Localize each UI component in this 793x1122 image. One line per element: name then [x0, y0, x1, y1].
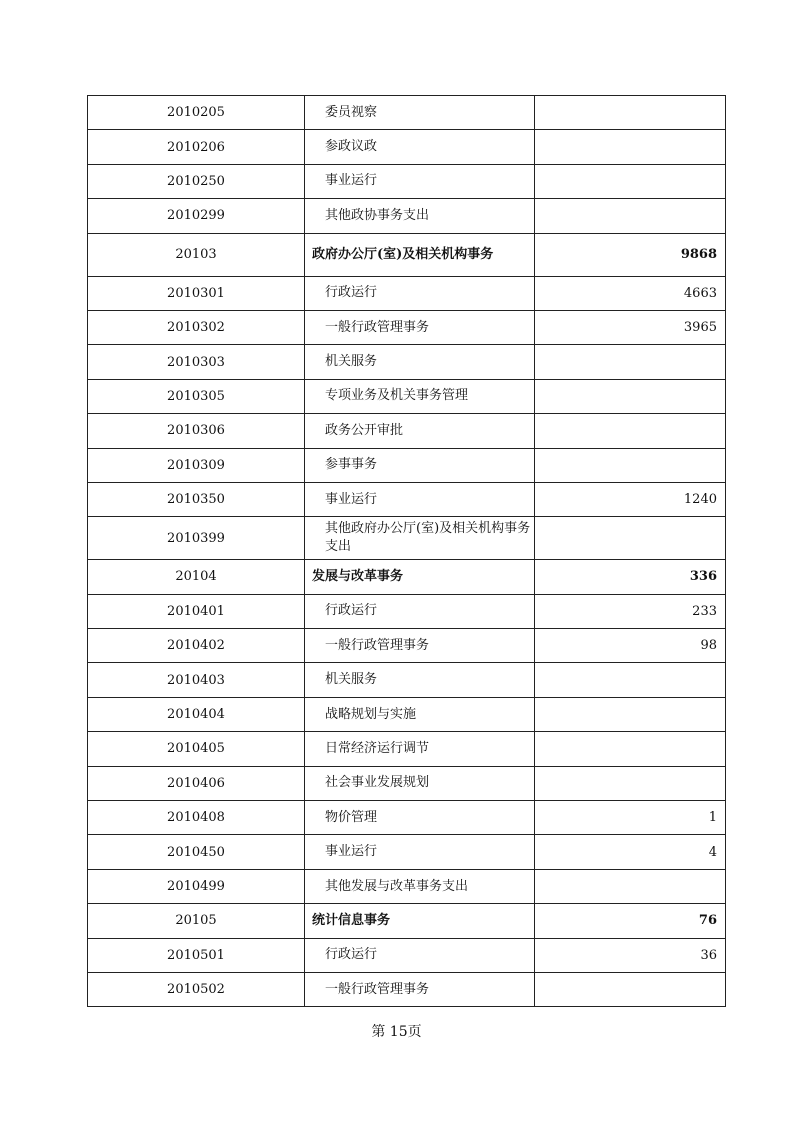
subject-name-cell: 机关服务 — [305, 345, 535, 379]
table-row — [88, 938, 726, 972]
amount-cell — [535, 663, 726, 697]
table-row — [88, 594, 726, 628]
table-row — [88, 766, 726, 800]
amount-cell: 1240 — [535, 482, 726, 516]
subject-code-cell: 2010303 — [88, 345, 305, 379]
subject-code-cell: 20103 — [88, 233, 305, 276]
table-row — [88, 414, 726, 448]
table-row — [88, 972, 726, 1006]
subject-name-cell: 行政运行 — [305, 276, 535, 310]
subject-name-cell: 事业运行 — [305, 164, 535, 198]
amount-cell — [535, 517, 726, 560]
table-row — [88, 482, 726, 516]
subject-name-cell: 一般行政管理事务 — [305, 972, 535, 1006]
subject-code-cell: 20104 — [88, 560, 305, 594]
subject-name-cell: 战略规划与实施 — [305, 697, 535, 731]
subject-code-cell: 2010401 — [88, 594, 305, 628]
subject-name-cell: 发展与改革事务 — [305, 560, 535, 594]
subject-name-cell: 一般行政管理事务 — [305, 310, 535, 344]
table-row — [88, 517, 726, 560]
subject-code-cell: 2010499 — [88, 869, 305, 903]
table-row-category — [88, 233, 726, 276]
subject-name-cell: 政务公开审批 — [305, 414, 535, 448]
subject-code-cell: 2010399 — [88, 517, 305, 560]
amount-cell: 9868 — [535, 233, 726, 276]
subject-name-cell: 物价管理 — [305, 801, 535, 835]
subject-code-cell: 2010305 — [88, 379, 305, 413]
table-row — [88, 801, 726, 835]
subject-name-cell: 社会事业发展规划 — [305, 766, 535, 800]
amount-cell — [535, 379, 726, 413]
subject-code-cell: 2010205 — [88, 96, 305, 130]
table-row — [88, 379, 726, 413]
table-body — [88, 96, 726, 1007]
subject-code-cell: 2010408 — [88, 801, 305, 835]
subject-name-cell: 其他政府办公厅(室)及相关机构事务支出 — [305, 517, 535, 560]
subject-name-cell: 其他政协事务支出 — [305, 199, 535, 233]
table-row — [88, 345, 726, 379]
amount-cell — [535, 199, 726, 233]
amount-cell — [535, 130, 726, 164]
amount-cell — [535, 345, 726, 379]
amount-cell — [535, 96, 726, 130]
table-row — [88, 276, 726, 310]
subject-name-cell: 日常经济运行调节 — [305, 732, 535, 766]
table-row — [88, 96, 726, 130]
subject-name-cell: 专项业务及机关事务管理 — [305, 379, 535, 413]
amount-cell — [535, 972, 726, 1006]
amount-cell: 233 — [535, 594, 726, 628]
subject-name-cell: 行政运行 — [305, 938, 535, 972]
amount-cell: 336 — [535, 560, 726, 594]
subject-name-cell: 参政议政 — [305, 130, 535, 164]
amount-cell: 3965 — [535, 310, 726, 344]
amount-cell — [535, 766, 726, 800]
amount-cell — [535, 869, 726, 903]
table-row-category — [88, 904, 726, 938]
amount-cell: 98 — [535, 629, 726, 663]
table-row-category — [88, 560, 726, 594]
table-row — [88, 199, 726, 233]
subject-code-cell: 2010309 — [88, 448, 305, 482]
subject-name-cell: 事业运行 — [305, 835, 535, 869]
amount-cell — [535, 414, 726, 448]
subject-code-cell: 2010206 — [88, 130, 305, 164]
amount-cell: 76 — [535, 904, 726, 938]
subject-name-cell: 政府办公厅(室)及相关机构事务 — [305, 233, 535, 276]
subject-name-cell: 行政运行 — [305, 594, 535, 628]
subject-name-cell: 一般行政管理事务 — [305, 629, 535, 663]
page-number: 第 15页 — [371, 1024, 422, 1040]
subject-code-cell: 2010404 — [88, 697, 305, 731]
amount-cell: 4663 — [535, 276, 726, 310]
subject-name-cell: 委员视察 — [305, 96, 535, 130]
amount-cell — [535, 732, 726, 766]
subject-code-cell: 2010403 — [88, 663, 305, 697]
subject-name-cell: 机关服务 — [305, 663, 535, 697]
subject-code-cell: 2010450 — [88, 835, 305, 869]
subject-code-cell: 2010299 — [88, 199, 305, 233]
table-row — [88, 310, 726, 344]
amount-cell — [535, 164, 726, 198]
amount-cell: 1 — [535, 801, 726, 835]
subject-code-cell: 2010302 — [88, 310, 305, 344]
subject-code-cell: 20105 — [88, 904, 305, 938]
subject-code-cell: 2010502 — [88, 972, 305, 1006]
subject-code-cell: 2010350 — [88, 482, 305, 516]
table-row — [88, 130, 726, 164]
budget-table — [87, 95, 726, 1007]
subject-code-cell: 2010402 — [88, 629, 305, 663]
subject-code-cell: 2010301 — [88, 276, 305, 310]
table-row — [88, 732, 726, 766]
subject-name-cell: 其他发展与改革事务支出 — [305, 869, 535, 903]
subject-code-cell: 2010501 — [88, 938, 305, 972]
subject-code-cell: 2010406 — [88, 766, 305, 800]
subject-code-cell: 2010250 — [88, 164, 305, 198]
table-row — [88, 835, 726, 869]
table-row — [88, 697, 726, 731]
amount-cell — [535, 448, 726, 482]
subject-name-cell: 统计信息事务 — [305, 904, 535, 938]
subject-code-cell: 2010306 — [88, 414, 305, 448]
table-row — [88, 448, 726, 482]
table-row — [88, 869, 726, 903]
subject-name-cell: 参事事务 — [305, 448, 535, 482]
subject-name-cell: 事业运行 — [305, 482, 535, 516]
table-row — [88, 164, 726, 198]
amount-cell: 36 — [535, 938, 726, 972]
subject-code-cell: 2010405 — [88, 732, 305, 766]
amount-cell — [535, 697, 726, 731]
table-row — [88, 663, 726, 697]
table-row — [88, 629, 726, 663]
amount-cell: 4 — [535, 835, 726, 869]
